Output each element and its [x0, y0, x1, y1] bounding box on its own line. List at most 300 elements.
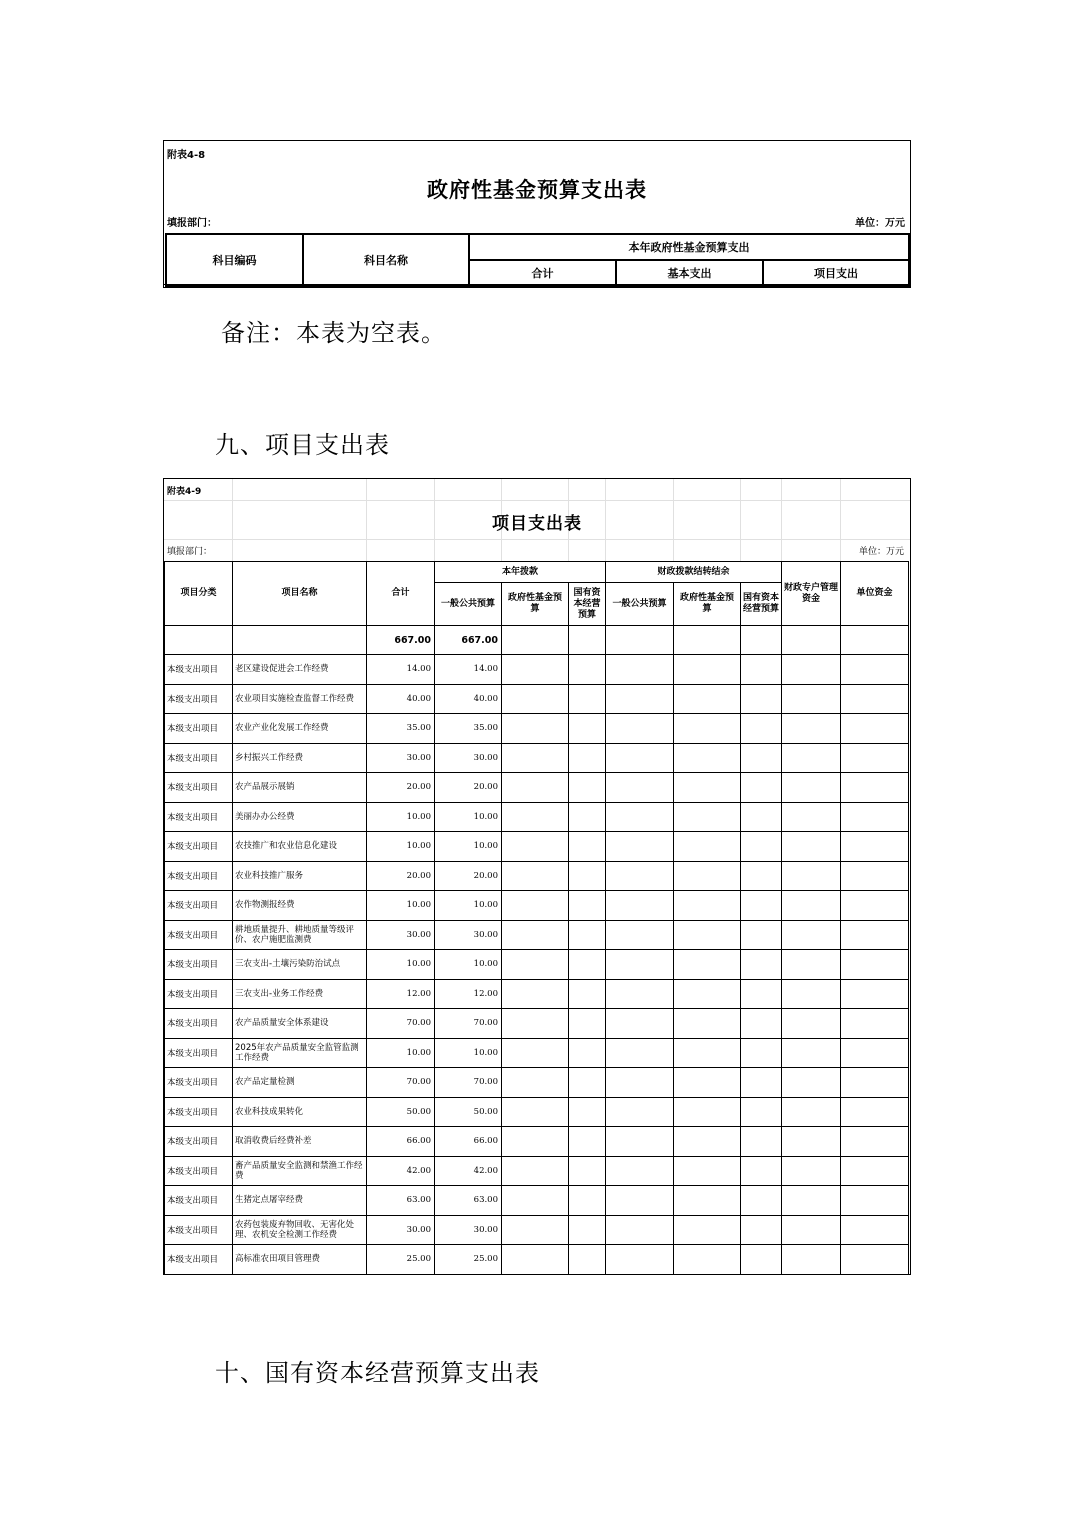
table-row — [165, 743, 909, 773]
empty-cell — [606, 714, 674, 744]
empty-cell — [782, 1215, 841, 1245]
col-carryover-general: 一般公共预算 — [606, 583, 674, 626]
row-total: 10.00 — [367, 891, 435, 921]
empty-cell — [569, 1245, 606, 1275]
empty-cell — [502, 891, 569, 921]
empty-cell — [674, 773, 741, 803]
row-category: 本级支出项目 — [165, 655, 233, 685]
empty-cell — [569, 1097, 606, 1127]
empty-cell — [674, 920, 741, 950]
col-group-this-year: 本年拨款 — [435, 562, 606, 583]
empty-cell — [606, 1215, 674, 1245]
row-project-name: 美丽办办公经费 — [233, 802, 367, 832]
row-general-budget: 20.00 — [435, 773, 502, 803]
col-project-expenditure: 项目支出 — [763, 260, 909, 286]
empty-cell — [741, 1009, 782, 1039]
empty-cell — [741, 920, 782, 950]
empty-cell — [502, 1038, 569, 1068]
col-total: 合计 — [469, 260, 616, 286]
col-category: 项目分类 — [165, 562, 233, 626]
row-general-budget: 10.00 — [435, 802, 502, 832]
col-total: 合计 — [367, 562, 435, 626]
sum-row — [165, 626, 909, 655]
empty-cell — [782, 802, 841, 832]
empty-cell — [782, 891, 841, 921]
empty-cell — [569, 655, 606, 685]
empty-cell — [782, 655, 841, 685]
col-project-name: 项目名称 — [233, 562, 367, 626]
row-total: 20.00 — [367, 861, 435, 891]
empty-cell — [569, 979, 606, 1009]
empty-cell — [782, 1068, 841, 1098]
empty-cell — [782, 1009, 841, 1039]
row-total: 70.00 — [367, 1009, 435, 1039]
empty-cell — [841, 1127, 909, 1157]
empty-cell — [741, 979, 782, 1009]
section-heading-9: 九、项目支出表 — [215, 431, 390, 459]
empty-cell — [782, 861, 841, 891]
empty-cell — [782, 950, 841, 980]
row-general-budget: 70.00 — [435, 1009, 502, 1039]
empty-cell — [569, 1156, 606, 1186]
empty-cell — [502, 1097, 569, 1127]
row-total: 30.00 — [367, 920, 435, 950]
table-row — [165, 861, 909, 891]
col-gov-fund-budget: 政府性基金预算 — [502, 583, 569, 626]
empty-cell — [841, 714, 909, 744]
empty-cell — [674, 684, 741, 714]
sum-total: 667.00 — [367, 626, 435, 655]
row-total: 40.00 — [367, 684, 435, 714]
empty-cell — [841, 684, 909, 714]
project-grid — [164, 561, 909, 1275]
empty-cell — [606, 979, 674, 1009]
col-basic-expenditure: 基本支出 — [616, 260, 763, 286]
col-group-carryover: 财政拨款结转结余 — [606, 562, 782, 583]
table-title: 政府性基金预算支出表 — [427, 177, 647, 202]
row-category: 本级支出项目 — [165, 1186, 233, 1216]
table-row — [165, 802, 909, 832]
empty-cell — [841, 832, 909, 862]
empty-cell — [841, 1038, 909, 1068]
empty-cell — [502, 979, 569, 1009]
row-project-name: 取消收费后经费补差 — [233, 1127, 367, 1157]
empty-cell — [782, 1186, 841, 1216]
empty-cell — [606, 891, 674, 921]
col-special-fund: 财政专户管理资金 — [782, 562, 841, 626]
table-row — [165, 1009, 909, 1039]
row-project-name: 农业项目实施检查监督工作经费 — [233, 684, 367, 714]
row-category: 本级支出项目 — [165, 1127, 233, 1157]
empty-cell — [569, 626, 606, 655]
row-general-budget: 30.00 — [435, 920, 502, 950]
table-row — [165, 920, 909, 950]
empty-cell — [841, 773, 909, 803]
table-row — [165, 891, 909, 921]
table-top-area — [164, 479, 910, 561]
empty-cell — [782, 1038, 841, 1068]
empty-cell — [782, 1156, 841, 1186]
empty-cell — [741, 1127, 782, 1157]
empty-cell — [741, 1038, 782, 1068]
row-total: 25.00 — [367, 1245, 435, 1275]
row-total: 14.00 — [367, 655, 435, 685]
project-expenditure-table — [163, 478, 911, 1275]
empty-cell — [841, 979, 909, 1009]
empty-cell — [841, 1009, 909, 1039]
empty-cell — [674, 891, 741, 921]
row-category: 本级支出项目 — [165, 979, 233, 1009]
row-general-budget: 50.00 — [435, 1097, 502, 1127]
empty-cell — [569, 714, 606, 744]
empty-cell — [502, 714, 569, 744]
empty-cell — [569, 832, 606, 862]
empty-cell — [674, 626, 741, 655]
table-row — [165, 1156, 909, 1186]
row-total: 66.00 — [367, 1127, 435, 1157]
col-general-budget: 一般公共预算 — [435, 583, 502, 626]
empty-cell — [674, 1215, 741, 1245]
empty-cell — [841, 920, 909, 950]
table-title: 项目支出表 — [492, 514, 582, 534]
section-heading-10: 十、国有资本经营预算支出表 — [215, 1359, 540, 1387]
empty-cell — [741, 1097, 782, 1127]
row-general-budget: 10.00 — [435, 891, 502, 921]
row-category: 本级支出项目 — [165, 1215, 233, 1245]
row-project-name: 农产品定量检测 — [233, 1068, 367, 1098]
row-total: 10.00 — [367, 832, 435, 862]
empty-cell — [674, 743, 741, 773]
row-category: 本级支出项目 — [165, 1068, 233, 1098]
empty-cell — [502, 832, 569, 862]
row-general-budget: 25.00 — [435, 1245, 502, 1275]
row-category: 本级支出项目 — [165, 861, 233, 891]
empty-cell — [674, 1127, 741, 1157]
row-category: 本级支出项目 — [165, 1245, 233, 1275]
col-subject-name: 科目名称 — [303, 234, 469, 286]
empty-cell — [674, 1245, 741, 1275]
empty-cell — [841, 655, 909, 685]
empty-cell — [569, 861, 606, 891]
table-row — [165, 684, 909, 714]
table-row — [165, 1038, 909, 1068]
empty-cell — [502, 1186, 569, 1216]
row-project-name: 农药包装废弃物回收、无害化处理、农机安全检测工作经费 — [233, 1215, 367, 1245]
empty-cell — [606, 802, 674, 832]
empty-cell — [606, 1068, 674, 1098]
row-category: 本级支出项目 — [165, 743, 233, 773]
empty-cell — [782, 743, 841, 773]
row-total: 35.00 — [367, 714, 435, 744]
table-row — [165, 1097, 909, 1127]
empty-cell — [741, 832, 782, 862]
row-project-name: 农技推广和农业信息化建设 — [233, 832, 367, 862]
empty-cell — [782, 1245, 841, 1275]
empty-cell — [782, 626, 841, 655]
col-state-capital-budget: 国有资本经营预算 — [569, 583, 606, 626]
empty-cell — [502, 920, 569, 950]
empty-cell — [741, 743, 782, 773]
empty-cell — [606, 1038, 674, 1068]
table-row — [165, 1127, 909, 1157]
empty-cell — [569, 802, 606, 832]
empty-cell — [841, 1068, 909, 1098]
row-total: 30.00 — [367, 743, 435, 773]
empty-cell — [782, 1097, 841, 1127]
government-fund-budget-table — [163, 140, 911, 288]
empty-cell — [569, 1009, 606, 1039]
empty-cell — [674, 861, 741, 891]
empty-cell — [502, 950, 569, 980]
empty-cell — [741, 802, 782, 832]
empty-cell — [502, 773, 569, 803]
row-general-budget: 12.00 — [435, 979, 502, 1009]
empty-cell — [782, 1127, 841, 1157]
empty-cell — [569, 684, 606, 714]
row-general-budget: 10.00 — [435, 950, 502, 980]
table-row — [165, 714, 909, 744]
row-project-name: 农作物测报经费 — [233, 891, 367, 921]
empty-cell — [569, 891, 606, 921]
row-general-budget: 40.00 — [435, 684, 502, 714]
row-category: 本级支出项目 — [165, 891, 233, 921]
empty-cell — [606, 920, 674, 950]
row-total: 50.00 — [367, 1097, 435, 1127]
row-total: 10.00 — [367, 1038, 435, 1068]
empty-cell — [569, 950, 606, 980]
row-general-budget: 66.00 — [435, 1127, 502, 1157]
row-category: 本级支出项目 — [165, 802, 233, 832]
empty-cell — [674, 1186, 741, 1216]
table-row — [165, 832, 909, 862]
row-total: 12.00 — [367, 979, 435, 1009]
row-general-budget: 35.00 — [435, 714, 502, 744]
empty-cell — [782, 684, 841, 714]
empty-cell — [741, 1068, 782, 1098]
row-total: 63.00 — [367, 1186, 435, 1216]
row-general-budget: 10.00 — [435, 832, 502, 862]
empty-cell — [606, 832, 674, 862]
dept-label: 填报部门： — [167, 547, 213, 557]
table-note: 备注：本表为空表。 — [221, 319, 446, 347]
empty-cell — [606, 655, 674, 685]
empty-cell — [841, 802, 909, 832]
empty-cell — [569, 743, 606, 773]
empty-cell — [674, 1038, 741, 1068]
table-bottom-rule — [164, 284, 910, 285]
dept-label: 填报部门： — [167, 218, 217, 229]
empty-cell — [841, 743, 909, 773]
row-project-name: 生猪定点屠宰经费 — [233, 1186, 367, 1216]
row-total: 20.00 — [367, 773, 435, 803]
col-carryover-state-capital: 国有资本经营预算 — [741, 583, 782, 626]
empty-cell — [606, 1245, 674, 1275]
row-project-name: 2025年农产品质量安全监管监测工作经费 — [233, 1038, 367, 1068]
row-project-name: 三农支出-业务工作经费 — [233, 979, 367, 1009]
empty-cell — [782, 773, 841, 803]
row-project-name: 耕地质量提升、耕地质量等级评价、农户施肥监测费 — [233, 920, 367, 950]
empty-cell — [569, 1068, 606, 1098]
empty-cell — [841, 891, 909, 921]
empty-cell — [674, 1156, 741, 1186]
empty-cell — [674, 1068, 741, 1098]
row-total: 70.00 — [367, 1068, 435, 1098]
empty-cell — [606, 1127, 674, 1157]
empty-cell — [674, 979, 741, 1009]
empty-cell — [606, 684, 674, 714]
empty-cell — [782, 832, 841, 862]
empty-cell — [502, 1245, 569, 1275]
empty-cell — [674, 1097, 741, 1127]
empty-cell — [674, 655, 741, 685]
col-unit-fund: 单位资金 — [841, 562, 909, 626]
empty-cell — [606, 626, 674, 655]
empty-cell — [782, 920, 841, 950]
row-category: 本级支出项目 — [165, 773, 233, 803]
empty-cell — [569, 920, 606, 950]
empty-cell — [741, 714, 782, 744]
empty-cell — [841, 1156, 909, 1186]
row-project-name: 高标准农田项目管理费 — [233, 1245, 367, 1275]
empty-cell — [741, 655, 782, 685]
empty-cell — [741, 950, 782, 980]
row-category: 本级支出项目 — [165, 920, 233, 950]
empty-cell — [502, 684, 569, 714]
table-code: 附表4-8 — [167, 150, 206, 161]
row-project-name: 乡村振兴工作经费 — [233, 743, 367, 773]
row-category: 本级支出项目 — [165, 684, 233, 714]
row-project-name: 农业科技推广服务 — [233, 861, 367, 891]
table-row — [165, 979, 909, 1009]
empty-cell — [841, 861, 909, 891]
empty-cell — [841, 950, 909, 980]
col-subject-code: 科目编码 — [166, 234, 303, 286]
empty-cell — [741, 1245, 782, 1275]
table-row — [165, 1215, 909, 1245]
sum-category-cell — [165, 626, 233, 655]
empty-cell — [569, 1215, 606, 1245]
empty-cell — [502, 1215, 569, 1245]
empty-cell — [841, 1245, 909, 1275]
row-category: 本级支出项目 — [165, 1009, 233, 1039]
table-code: 附表4-9 — [167, 487, 202, 497]
row-general-budget: 63.00 — [435, 1186, 502, 1216]
table-header-grid — [165, 233, 910, 287]
row-project-name: 农产品质量安全体系建设 — [233, 1009, 367, 1039]
empty-cell — [502, 861, 569, 891]
empty-cell — [741, 684, 782, 714]
row-general-budget: 30.00 — [435, 743, 502, 773]
empty-cell — [841, 1097, 909, 1127]
table-row — [165, 1245, 909, 1275]
col-group-this-year-fund: 本年政府性基金预算支出 — [469, 234, 909, 260]
empty-cell — [606, 1097, 674, 1127]
row-category: 本级支出项目 — [165, 1097, 233, 1127]
empty-cell — [741, 773, 782, 803]
empty-cell — [569, 1038, 606, 1068]
empty-cell — [741, 1156, 782, 1186]
row-general-budget: 70.00 — [435, 1068, 502, 1098]
empty-cell — [569, 1127, 606, 1157]
row-project-name: 农业产业化发展工作经费 — [233, 714, 367, 744]
empty-cell — [502, 655, 569, 685]
empty-cell — [741, 891, 782, 921]
row-total: 42.00 — [367, 1156, 435, 1186]
empty-cell — [674, 714, 741, 744]
row-general-budget: 10.00 — [435, 1038, 502, 1068]
sum-name-cell — [233, 626, 367, 655]
empty-cell — [674, 950, 741, 980]
empty-cell — [606, 1009, 674, 1039]
row-category: 本级支出项目 — [165, 1156, 233, 1186]
sum-general: 667.00 — [435, 626, 502, 655]
empty-cell — [606, 1186, 674, 1216]
row-category: 本级支出项目 — [165, 950, 233, 980]
empty-cell — [674, 832, 741, 862]
unit-label: 单位：万元 — [858, 547, 904, 557]
empty-cell — [674, 802, 741, 832]
row-project-name: 农产品展示展销 — [233, 773, 367, 803]
empty-cell — [741, 1186, 782, 1216]
col-carryover-gov-fund: 政府性基金预算 — [674, 583, 741, 626]
empty-cell — [502, 743, 569, 773]
unit-label: 单位：万元 — [855, 218, 905, 229]
row-total: 10.00 — [367, 802, 435, 832]
empty-cell — [569, 1186, 606, 1216]
table-row — [165, 950, 909, 980]
row-general-budget: 20.00 — [435, 861, 502, 891]
empty-cell — [741, 1215, 782, 1245]
row-general-budget: 30.00 — [435, 1215, 502, 1245]
row-project-name: 老区建设促进会工作经费 — [233, 655, 367, 685]
empty-cell — [502, 802, 569, 832]
empty-cell — [606, 861, 674, 891]
empty-cell — [841, 1215, 909, 1245]
row-total: 30.00 — [367, 1215, 435, 1245]
table-row — [165, 1068, 909, 1098]
row-project-name: 畜产品质量安全监测和禁渔工作经费 — [233, 1156, 367, 1186]
empty-cell — [782, 979, 841, 1009]
row-project-name: 农业科技成果转化 — [233, 1097, 367, 1127]
row-category: 本级支出项目 — [165, 714, 233, 744]
empty-cell — [606, 950, 674, 980]
table-row — [165, 655, 909, 685]
row-project-name: 三农支出-土壤污染防治试点 — [233, 950, 367, 980]
empty-cell — [606, 773, 674, 803]
empty-cell — [502, 1156, 569, 1186]
empty-cell — [502, 1009, 569, 1039]
empty-cell — [569, 773, 606, 803]
row-category: 本级支出项目 — [165, 832, 233, 862]
empty-cell — [606, 743, 674, 773]
row-general-budget: 42.00 — [435, 1156, 502, 1186]
empty-cell — [741, 861, 782, 891]
empty-cell — [674, 1009, 741, 1039]
table-row — [165, 1186, 909, 1216]
empty-cell — [841, 1186, 909, 1216]
empty-cell — [502, 1068, 569, 1098]
empty-cell — [741, 626, 782, 655]
table-row — [165, 773, 909, 803]
row-general-budget: 14.00 — [435, 655, 502, 685]
empty-cell — [502, 1127, 569, 1157]
row-total: 10.00 — [367, 950, 435, 980]
empty-cell — [841, 626, 909, 655]
empty-cell — [502, 626, 569, 655]
empty-cell — [782, 714, 841, 744]
empty-cell — [606, 1156, 674, 1186]
row-category: 本级支出项目 — [165, 1038, 233, 1068]
